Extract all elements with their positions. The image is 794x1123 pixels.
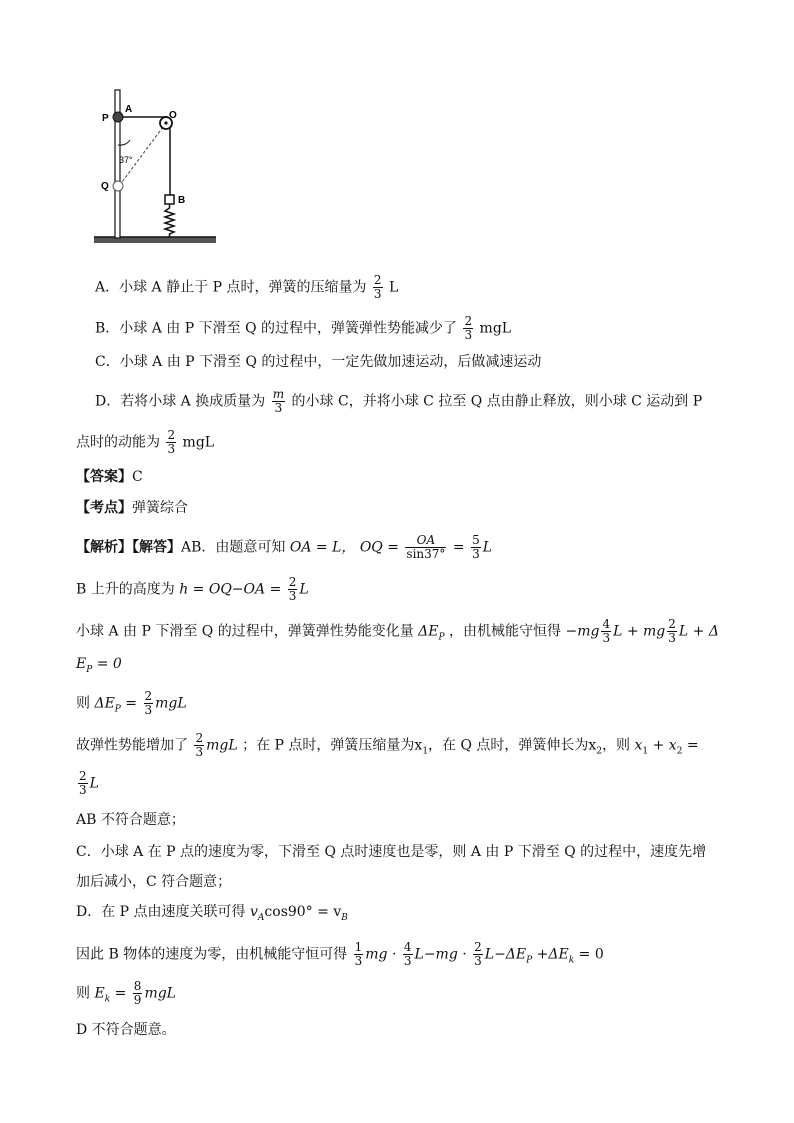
analysis-line-4: $E_P = 0$ [76,656,122,675]
label-q: Q [101,181,109,192]
topic-value: 弹簧综合 [132,500,188,516]
analysis-line-2: B 上升的高度为 h = OQ−OA = $\frac{2}{3}$ L [76,575,309,603]
label-p: P [102,113,109,124]
analysis-line-14: D 不符合题意。 [76,1022,176,1038]
option-a-text: A．小球 A 静止于 P 点时，弹簧的压缩量为 [95,279,367,296]
fraction: $\frac{8}{9}$ [133,979,142,1007]
analysis-line-5: 则 $\Delta E_P$ = $\frac{2}{3}$ mgL [76,689,187,717]
ball-q [113,181,123,191]
fraction: $\frac{m}{3}$ [272,387,285,415]
label-angle: 37° [119,155,133,165]
fraction: $\frac{2}{3}$ [144,689,153,717]
option-d-cont: 点时的动能为 $\frac{2}{3}$ mgL [76,428,215,456]
fraction: $\frac{2}{3}$ [464,314,473,342]
answer-tag: 【答案】 [76,469,132,485]
answer-value: C [132,469,143,485]
analysis-line-6: 故弹性势能增加了 $\frac{2}{3}$ mgL ；在 P 点时，弹簧压缩量为$x_1$，在 Q 点时，弹簧伸长为$x_2$，则 $x_1 + x_2$ = [76,731,699,759]
fraction: $\frac{2}{3}$ [79,769,87,797]
spring [165,204,174,237]
answer [76,467,143,487]
fraction: $\frac{2}{3}$ [195,731,204,759]
fraction: $\frac{2}{3}$ [373,273,382,301]
analysis-line-10: 加后减小，C 符合题意； [76,874,232,890]
analysis-line-9: C．小球 A 在 P 点的速度为零，下滑至 Q 点时速度也是零，则 A 由 P 下滑至 Q 的过程中，速度先增 [76,844,707,860]
analysis-line-12: 因此 B 物体的速度为零，由机械能守恒可得 $\frac{1}{3}$ mg · $\frac{4}{3}$ L−mg · $\frac{2}{3}$ $L-\Delta E_P +\Delta E_k = 0$ [76,940,604,968]
fraction: $\frac{OA}{\sin 37^\circ}$ [406,533,446,561]
analysis-line-1: 【解析】【解答】AB．由题意可知 OA = L， OQ = $\frac{OA}{\sin 37^\circ}$ = $\frac{5}{3}$ L [76,533,492,561]
label-b: B [178,195,186,206]
fraction: $\frac{2}{3}$ [288,575,297,603]
fraction: $\frac{2}{3}$ [668,617,676,645]
analysis-line-7: $\frac{2}{3}$ L [79,769,99,797]
analysis-line-13: 则 $E_k$ = $\frac{8}{9}$ mgL [76,979,176,1007]
fraction: $\frac{4}{3}$ [403,940,412,968]
label-o: O [169,110,177,121]
option-c: C．小球 A 由 P 下滑至 Q 的过程中，一定先做加速运动，后做减速运动 [95,354,542,370]
fraction: $\frac{4}{3}$ [602,617,611,645]
analysis-line-11: D．在 P 点由速度关联可得 $v_A\cos 90^\circ = v_B$ [76,904,348,923]
option-d-text: D．若将小球 A 换成质量为 [95,393,266,410]
fraction: $\frac{5}{3}$ [472,533,480,561]
topic [76,498,188,518]
ball-a [113,112,123,122]
option-d: D．若将小球 A 换成质量为 $\frac{m}{3}$ 的小球 C，并将小球 C 拉至 Q 点由静止释放，则小球 C 运动到 P [95,387,703,415]
label-a: A [125,104,133,115]
ground [94,237,216,243]
option-b: B．小球 A 由 P 下滑至 Q 的过程中，弹簧弹性势能减少了 $\frac{2}{3}$ mgL [95,314,512,342]
option-b-text: B．小球 A 由 P 下滑至 Q 的过程中，弹簧弹性势能减少了 [95,320,457,337]
analysis-line-8: AB 不符合题意； [76,812,185,828]
physics-figure [90,85,220,250]
block-b [165,195,174,204]
analysis-tag: 【解析】【解答】 [76,539,181,556]
fraction: $\frac{1}{3}$ [354,940,363,968]
analysis-line-3: 小球 A 由 P 下滑至 Q 的过程中，弹簧弹性势能变化量 $\Delta E_P$ ，由机械能守恒得 −mg $\frac{4}{3}$ L + mg $\frac{2}{3}$ L + Δ [76,617,719,645]
fraction: $\frac{2}{3}$ [167,428,176,456]
option-a: A．小球 A 静止于 P 点时，弹簧的压缩量为 $\frac{2}{3}$ L [95,273,399,301]
topic-tag: 【考点】 [76,500,132,516]
fraction: $\frac{2}{3}$ [474,940,482,968]
